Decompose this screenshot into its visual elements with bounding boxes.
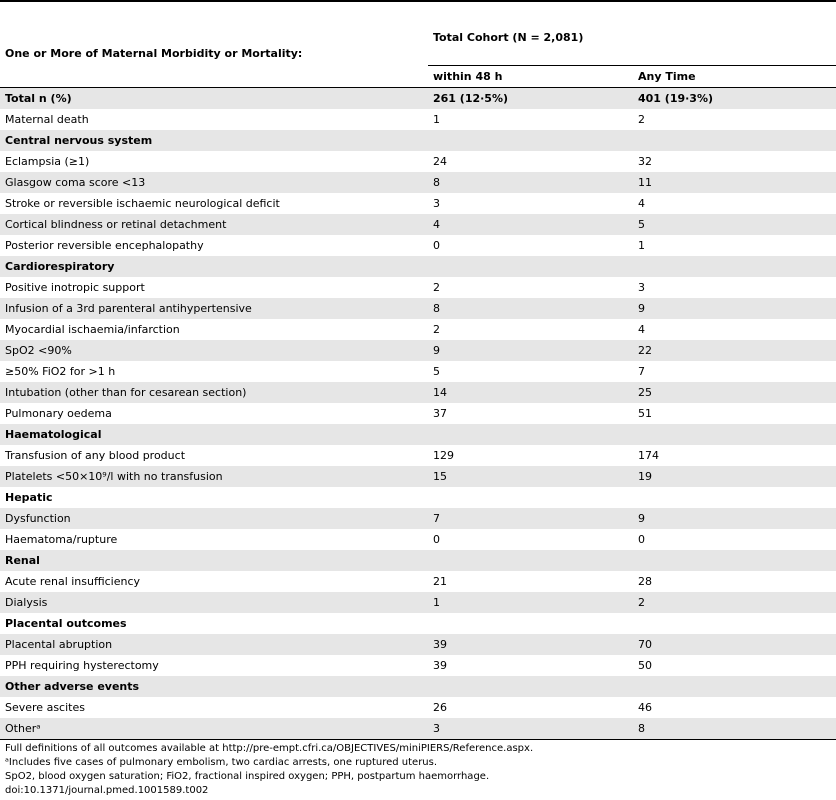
value-within-48h: 5 <box>433 365 440 378</box>
row-label: Eclampsia (≥1) <box>5 155 90 168</box>
table-row <box>0 508 836 529</box>
value-within-48h: 129 <box>433 449 454 462</box>
value-within-48h: 8 <box>428 298 633 319</box>
row-label: Dialysis <box>0 592 428 613</box>
table-row <box>0 466 836 487</box>
value-within-48h: 8 <box>428 172 633 193</box>
row-label: PPH requiring hysterectomy <box>5 659 159 672</box>
value-any-time: 50 <box>638 659 652 672</box>
table-row <box>0 718 836 740</box>
value-within-48h: 21 <box>433 575 447 588</box>
row-label: Severe ascites <box>5 701 85 714</box>
value-any-time <box>633 424 836 445</box>
row-label: Otherᵃ <box>0 718 428 740</box>
value-within-48h: 0 <box>433 533 440 546</box>
table-row <box>0 529 836 550</box>
table-row <box>0 214 836 235</box>
value-within-48h: 14 <box>428 382 633 403</box>
table-row <box>0 172 836 193</box>
row-label: Haematoma/rupture <box>5 533 118 546</box>
row-label: Acute renal insufficiency <box>5 575 141 588</box>
row-label: Other adverse events <box>0 676 428 697</box>
value-any-time: 46 <box>638 701 652 714</box>
table-row <box>0 298 836 319</box>
section-row <box>0 487 836 508</box>
value-within-48h: 2 <box>433 323 440 336</box>
value-any-time <box>633 487 836 508</box>
footnote-line: ᵃIncludes five cases of pulmonary embolism, two cardiac arrests, one ruptured uterus. <box>5 757 438 768</box>
footnote-line: doi:10.1371/journal.pmed.1001589.t002 <box>5 785 209 796</box>
value-within-48h: 26 <box>433 701 447 714</box>
col-header-48h: within 48 h <box>433 70 503 83</box>
section-row <box>0 676 836 697</box>
row-label-header: One or More of Maternal Morbidity or Mortality: <box>5 46 303 60</box>
row-label: Glasgow coma score <13 <box>0 172 428 193</box>
value-within-48h: 15 <box>428 466 633 487</box>
value-any-time <box>633 130 836 151</box>
value-any-time: 7 <box>638 365 645 378</box>
value-any-time: 174 <box>638 449 659 462</box>
value-within-48h: 1 <box>433 113 440 126</box>
row-label: Cortical blindness or retinal detachment <box>0 214 428 235</box>
row-label: Placental outcomes <box>5 617 127 630</box>
value-within-48h <box>428 676 633 697</box>
value-within-48h: 37 <box>433 407 447 420</box>
value-any-time: 8 <box>633 718 836 740</box>
value-any-time: 0 <box>638 533 645 546</box>
value-within-48h <box>428 550 633 571</box>
row-label: Intubation (other than for cesarean section) <box>0 382 428 403</box>
top-rule <box>0 0 836 2</box>
row-label: Dysfunction <box>0 508 428 529</box>
row-label: Positive inotropic support <box>5 281 145 294</box>
value-any-time: 32 <box>638 155 652 168</box>
table-row <box>0 634 836 655</box>
footnote-line: Full definitions of all outcomes available at http://pre-empt.cfri.ca/OBJECTIVES/miniPIERS/Reference.aspx. <box>5 743 534 754</box>
row-label: Posterior reversible encephalopathy <box>5 239 204 252</box>
table-row <box>0 361 836 382</box>
value-any-time: 4 <box>638 197 645 210</box>
value-any-time: 22 <box>633 340 836 361</box>
row-label: Myocardial ischaemia/infarction <box>5 323 180 336</box>
header-row-1 <box>0 22 836 66</box>
value-any-time <box>633 256 836 277</box>
section-row <box>0 550 836 571</box>
row-label: ≥50% FiO2 for >1 h <box>5 365 116 378</box>
value-any-time: 19 <box>633 466 836 487</box>
value-any-time: 9 <box>633 298 836 319</box>
value-any-time <box>633 676 836 697</box>
table-row <box>0 277 836 298</box>
table-row <box>0 235 836 256</box>
value-within-48h: 9 <box>428 340 633 361</box>
row-label: Platelets <50×10⁹/l with no transfusion <box>0 466 428 487</box>
value-within-48h: 0 <box>433 239 440 252</box>
section-row <box>0 613 836 634</box>
row-label: Total n (%) <box>0 88 428 110</box>
value-any-time: 5 <box>633 214 836 235</box>
value-within-48h: 261 (12·5%) <box>428 88 633 110</box>
row-label: Transfusion of any blood product <box>5 449 186 462</box>
value-any-time: 9 <box>633 508 836 529</box>
value-any-time: 11 <box>633 172 836 193</box>
value-within-48h: 1 <box>428 592 633 613</box>
row-label: Haematological <box>0 424 428 445</box>
value-any-time: 70 <box>633 634 836 655</box>
table-row <box>0 109 836 130</box>
row-label: SpO2 <90% <box>0 340 428 361</box>
table-footnotes <box>5 742 533 798</box>
value-within-48h <box>428 613 633 634</box>
footnote-line: SpO2, blood oxygen saturation; FiO2, fractional inspired oxygen; PPH, postpartum haemorrhage. <box>5 771 490 782</box>
row-label: Renal <box>0 550 428 571</box>
value-within-48h: 3 <box>428 718 633 740</box>
value-within-48h: 3 <box>433 197 440 210</box>
section-row <box>0 130 836 151</box>
value-any-time: 2 <box>633 592 836 613</box>
table-row <box>0 319 836 340</box>
section-row <box>0 424 836 445</box>
value-any-time: 4 <box>638 323 645 336</box>
table-row <box>0 151 836 172</box>
table-row <box>0 340 836 361</box>
table-row <box>0 403 836 424</box>
value-within-48h <box>428 130 633 151</box>
table-row <box>0 697 836 718</box>
row-label: Hepatic <box>5 491 53 504</box>
table-row <box>0 571 836 592</box>
row-label: Maternal death <box>5 113 89 126</box>
table-row <box>0 382 836 403</box>
value-within-48h: 7 <box>428 508 633 529</box>
value-any-time: 51 <box>638 407 652 420</box>
value-any-time: 1 <box>638 239 645 252</box>
table-row <box>0 193 836 214</box>
header-empty-cell <box>0 66 428 88</box>
value-within-48h <box>428 424 633 445</box>
row-label: Placental abruption <box>0 634 428 655</box>
value-within-48h: 4 <box>428 214 633 235</box>
value-any-time: 25 <box>633 382 836 403</box>
row-label: Pulmonary oedema <box>5 407 112 420</box>
table-row <box>0 592 836 613</box>
value-within-48h <box>428 256 633 277</box>
value-any-time <box>633 550 836 571</box>
value-within-48h: 24 <box>433 155 447 168</box>
table-row <box>0 445 836 466</box>
value-any-time <box>633 613 836 634</box>
col-header-any-time: Any Time <box>638 70 696 83</box>
morbidity-table <box>0 22 836 740</box>
row-label: Cardiorespiratory <box>0 256 428 277</box>
row-label: Central nervous system <box>0 130 428 151</box>
table-row <box>0 88 836 110</box>
value-any-time: 3 <box>638 281 645 294</box>
value-any-time: 28 <box>638 575 652 588</box>
value-within-48h: 39 <box>433 659 447 672</box>
table-row <box>0 655 836 676</box>
value-within-48h <box>428 487 633 508</box>
section-row <box>0 256 836 277</box>
header-row-2 <box>0 66 836 88</box>
value-any-time: 2 <box>638 113 645 126</box>
row-label: Infusion of a 3rd parenteral antihypertensive <box>0 298 428 319</box>
value-within-48h: 2 <box>433 281 440 294</box>
cohort-header: Total Cohort (N = 2,081) <box>428 22 836 66</box>
value-within-48h: 39 <box>428 634 633 655</box>
row-label: Stroke or reversible ischaemic neurological deficit <box>5 197 280 210</box>
value-any-time: 401 (19·3%) <box>633 88 836 110</box>
